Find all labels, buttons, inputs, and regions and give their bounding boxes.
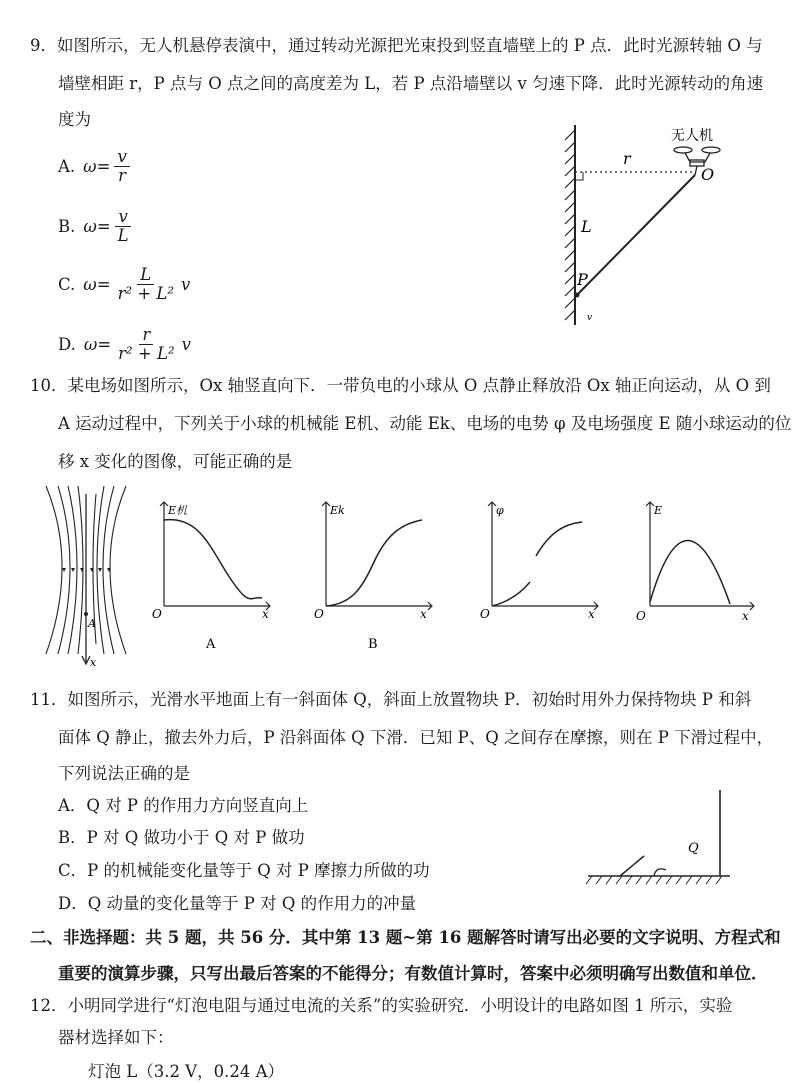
graph-d — [636, 498, 761, 653]
graph-b — [312, 498, 437, 653]
q11-incline-figure — [584, 786, 734, 890]
q9-option-a: A. ω= $\frac{v}{r}$ — [58, 148, 132, 185]
q9-line3: 度为 — [58, 110, 91, 129]
svg-text:O: O — [314, 607, 324, 621]
q12-line2: 器材选择如下： — [58, 1028, 174, 1047]
graph-c — [478, 498, 603, 653]
q12-line1: 12．小明同学进行“灯泡电阻与通过电流的关系”的实验研究．小明设计的电路如图 1 所示，实验 — [30, 996, 733, 1015]
svg-text:φ: φ — [496, 504, 504, 517]
graph-a — [150, 498, 275, 653]
svg-text:O: O — [152, 607, 162, 621]
q11-line1: 11．如图所示，光滑水平地面上有一斜面体 Q，斜面上放置物块 P．初始时用外力保持物块 P 和斜 — [30, 690, 752, 709]
q10-field-figure — [38, 484, 148, 670]
svg-text:O: O — [701, 165, 715, 184]
q10-line3: 移 x 变化的图像，可能正确的是 — [58, 452, 293, 471]
q9-option-d: D. ω= $\frac{r}{\text{r² + L²}}$ v — [58, 325, 191, 363]
svg-text:x: x — [420, 607, 427, 621]
q11-line3: 下列说法正确的是 — [58, 764, 190, 783]
svg-text:Ek: Ek — [330, 504, 345, 517]
svg-text:Q: Q — [688, 841, 699, 856]
svg-text:A: A — [88, 617, 96, 630]
svg-text:O: O — [636, 609, 646, 623]
q11-option-b: B．P 对 Q 做功小于 Q 对 P 做功 — [58, 828, 305, 847]
svg-text:x: x — [742, 609, 749, 623]
svg-text:v: v — [587, 313, 593, 323]
q12-line3: 灯泡 L（3.2 V，0.24 A） — [88, 1062, 285, 1081]
q11-option-c: C．P 的机械能变化量等于 Q 对 P 摩擦力所做的功 — [58, 861, 430, 880]
q9-line1: 9．如图所示，无人机悬停表演中，通过转动光源把光束投到竖直墙壁上的 P 点．此时光源转轴 O 与 — [30, 36, 763, 55]
q11-option-a: A．Q 对 P 的作用力方向竖直向上 — [58, 796, 309, 815]
svg-text:x: x — [90, 656, 97, 669]
q9-drone-figure — [555, 120, 745, 330]
q9-option-c: C. ω= $\frac{L}{\text{r² + L²}}$ v — [58, 265, 191, 303]
svg-text:A: A — [206, 637, 216, 652]
svg-text:L: L — [581, 217, 592, 236]
svg-text:P: P — [577, 270, 588, 289]
q11-option-d: D．Q 动量的变化量等于 P 对 Q 的作用力的冲量 — [58, 894, 417, 913]
q9-line2: 墙壁相距 r，P 点与 O 点之间的高度差为 L，若 P 点沿墙壁以 v 匀速下降．此时光源转动的角速 — [58, 74, 764, 93]
svg-text:x: x — [262, 607, 269, 621]
q9-option-b: B. ω= $\frac{v}{L}$ — [58, 208, 134, 245]
q11-line2: 面体 Q 静止，撤去外力后，P 沿斜面体 Q 下滑．已知 P、Q 之间存在摩擦，则在 P 下滑过程中， — [58, 728, 774, 747]
drone-label: 无人机 — [671, 128, 713, 144]
section-2-line2: 重要的演算步骤，只写出最后答案的不能得分；有数值计算时，答案中必须明确写出数值和单位． — [58, 964, 768, 983]
svg-text:E: E — [654, 504, 663, 517]
q10-line1: 10．某电场如图所示，Ox 轴竖直向下．一带负电的小球从 O 点静止释放沿 Ox 轴正向运动，从 O 到 — [30, 376, 771, 395]
q10-line2: A 运动过程中，下列关于小球的机械能 E机、动能 Ek、电场的电势 φ 及电场强度 E 随小球运动的位 — [58, 414, 792, 433]
svg-text:r: r — [623, 149, 631, 168]
svg-text:O: O — [480, 607, 490, 621]
svg-text:E机: E机 — [168, 504, 188, 517]
section-2-line1: 二、非选择题：共 5 题，共 56 分．其中第 13 题~第 16 题解答时请写出必要的文字说明、方程式和 — [30, 928, 781, 947]
svg-text:B: B — [368, 637, 378, 652]
svg-text:x: x — [588, 607, 595, 621]
